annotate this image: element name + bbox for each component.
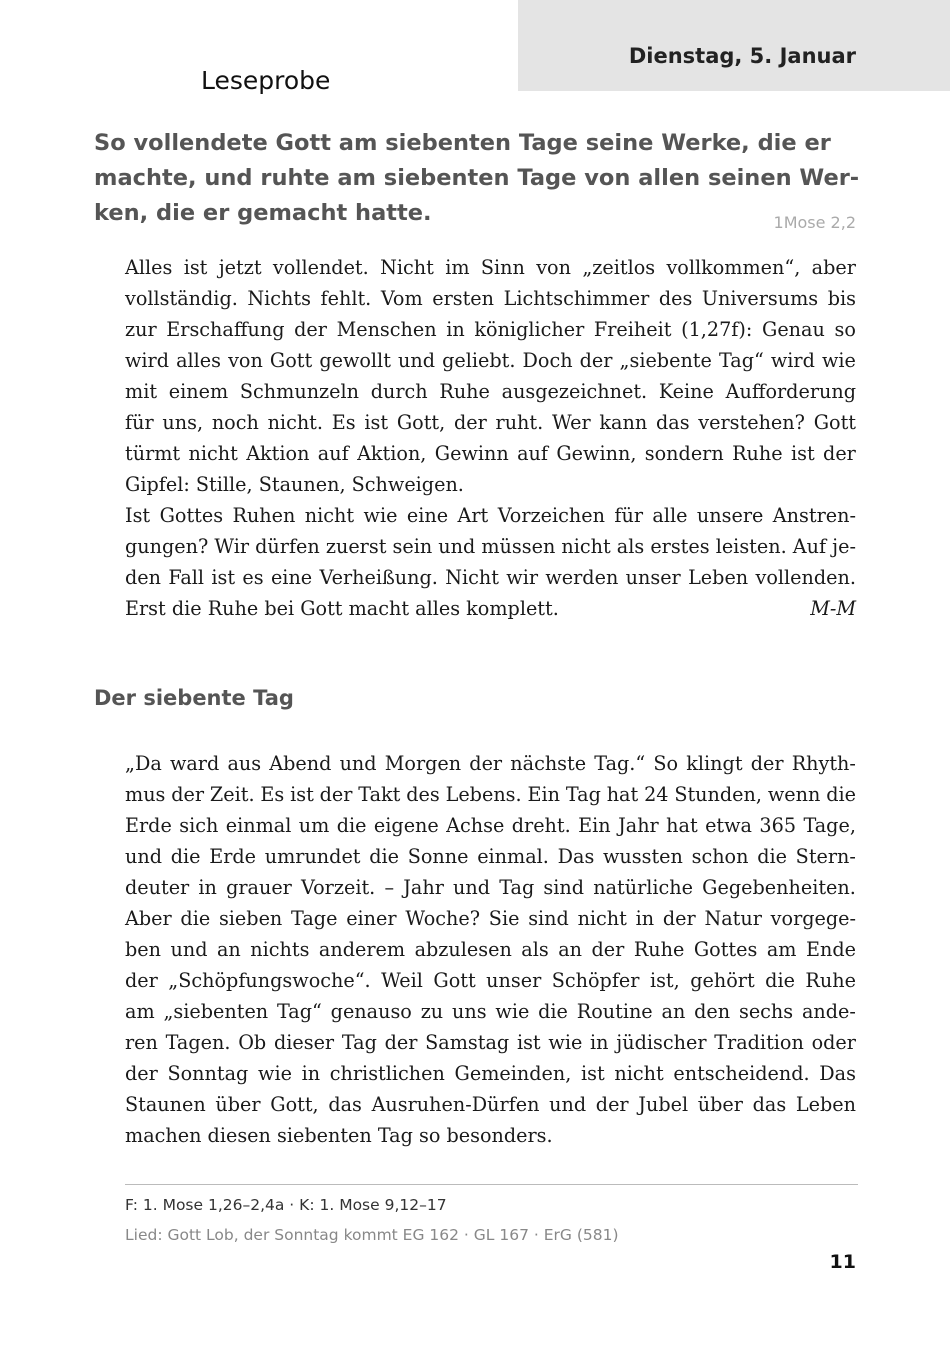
page-date: Dienstag, 5. Januar (628, 44, 856, 68)
leseprobe-label: Leseprobe (201, 66, 331, 95)
text-line: den Fall ist es eine Verheißung. Nicht wir werden unser Leben vollenden. (125, 566, 856, 589)
text-line: gungen? Wir dürfen zuerst sein und müssen nicht als erstes leisten. Auf je- (125, 535, 856, 558)
text-line-content: Gipfel: Stille, Staunen, Schweigen. (125, 473, 464, 496)
text-line: vollständig. Nichts fehlt. Vom ersten Lichtschimmer des Universums bis (125, 287, 856, 310)
text-line: für uns, noch nicht. Es ist Gott, der ruht. Wer kann das verstehen? Gott (125, 411, 856, 434)
text-line: der Sonntag wie in christlichen Gemeinden, ist nicht entscheidend. Das (125, 1062, 856, 1085)
section-text (125, 748, 856, 1151)
text-line-content: Erst die Ruhe bei Gott macht alles komplett. (125, 597, 559, 620)
author-initials: M-M (810, 597, 856, 620)
text-line: Alles ist jetzt vollendet. Nicht im Sinn von „zeitlos vollkommen“, aber (125, 256, 856, 279)
verse-line: So vollendete Gott am siebenten Tage seine Werke, die er (94, 130, 831, 156)
text-line: und die Erde umrundet die Sonne einmal. Das wussten schon die Stern- (125, 845, 856, 868)
text-line: mus der Zeit. Es ist der Takt des Lebens. Ein Tag hat 24 Stunden, wenn die (125, 783, 856, 806)
text-line: „Da ward aus Abend und Morgen der nächste Tag.“ So klingt der Rhyth- (125, 752, 856, 775)
page-number: 11 (829, 1251, 856, 1273)
text-line: Aber die sieben Tage einer Woche? Sie sind nicht in der Natur vorgege- (125, 907, 856, 930)
text-line: der „Schöpfungswoche“. Weil Gott unser Schöpfer ist, gehört die Ruhe (125, 969, 856, 992)
text-line: Erde sich einmal um die eigene Achse dreht. Ein Jahr hat etwa 365 Tage, (125, 814, 856, 837)
text-line: ben und an nichts anderem abzulesen als an der Ruhe Gottes am Ende (125, 938, 856, 961)
verse-line: machte, und ruhte am siebenten Tage von allen seinen Wer- (94, 165, 860, 191)
text-line (125, 593, 856, 624)
footer-divider (125, 1184, 858, 1185)
text-line: Staunen über Gott, das Ausruhen-Dürfen und der Jubel über das Leben (125, 1093, 856, 1116)
reading-references: F: 1. Mose 1,26–2,4a · K: 1. Mose 9,12–17 (125, 1196, 447, 1214)
text-line: wird alles von Gott gewollt und geliebt. Doch der „siebente Tag“ wird wie (125, 349, 856, 372)
section-heading: Der siebente Tag (94, 686, 294, 710)
text-line (125, 1120, 856, 1151)
verse-line: ken, die er gemacht hatte. (94, 200, 432, 226)
text-line: deuter in grauer Vorzeit. – Jahr und Tag sind natürliche Gegebenheiten. (125, 876, 856, 899)
text-line: ren Tagen. Ob dieser Tag der Samstag ist wie in jüdischer Tradition oder (125, 1031, 856, 1054)
devotion-text (125, 252, 856, 624)
text-line: zur Erschaffung der Menschen in königlicher Freiheit (1,27f): Genau so (125, 318, 856, 341)
text-line: Ist Gottes Ruhen nicht wie eine Art Vorzeichen für alle unsere Anstren- (125, 504, 856, 527)
text-line (125, 469, 856, 500)
text-line: mit einem Schmunzeln durch Ruhe ausgezeichnet. Keine Aufforderung (125, 380, 856, 403)
bible-verse (94, 126, 860, 232)
text-line: am „siebenten Tag“ genauso zu uns wie die Routine an den sechs ande- (125, 1000, 856, 1023)
text-line-content: machen diesen siebenten Tag so besonders. (125, 1124, 553, 1147)
text-line: türmt nicht Aktion auf Aktion, Gewinn auf Gewinn, sondern Ruhe ist der (125, 442, 856, 465)
verse-reference: 1Mose 2,2 (773, 213, 856, 232)
song-reference: Lied: Gott Lob, der Sonntag kommt EG 162 · GL 167 · ErG (581) (125, 1226, 619, 1244)
